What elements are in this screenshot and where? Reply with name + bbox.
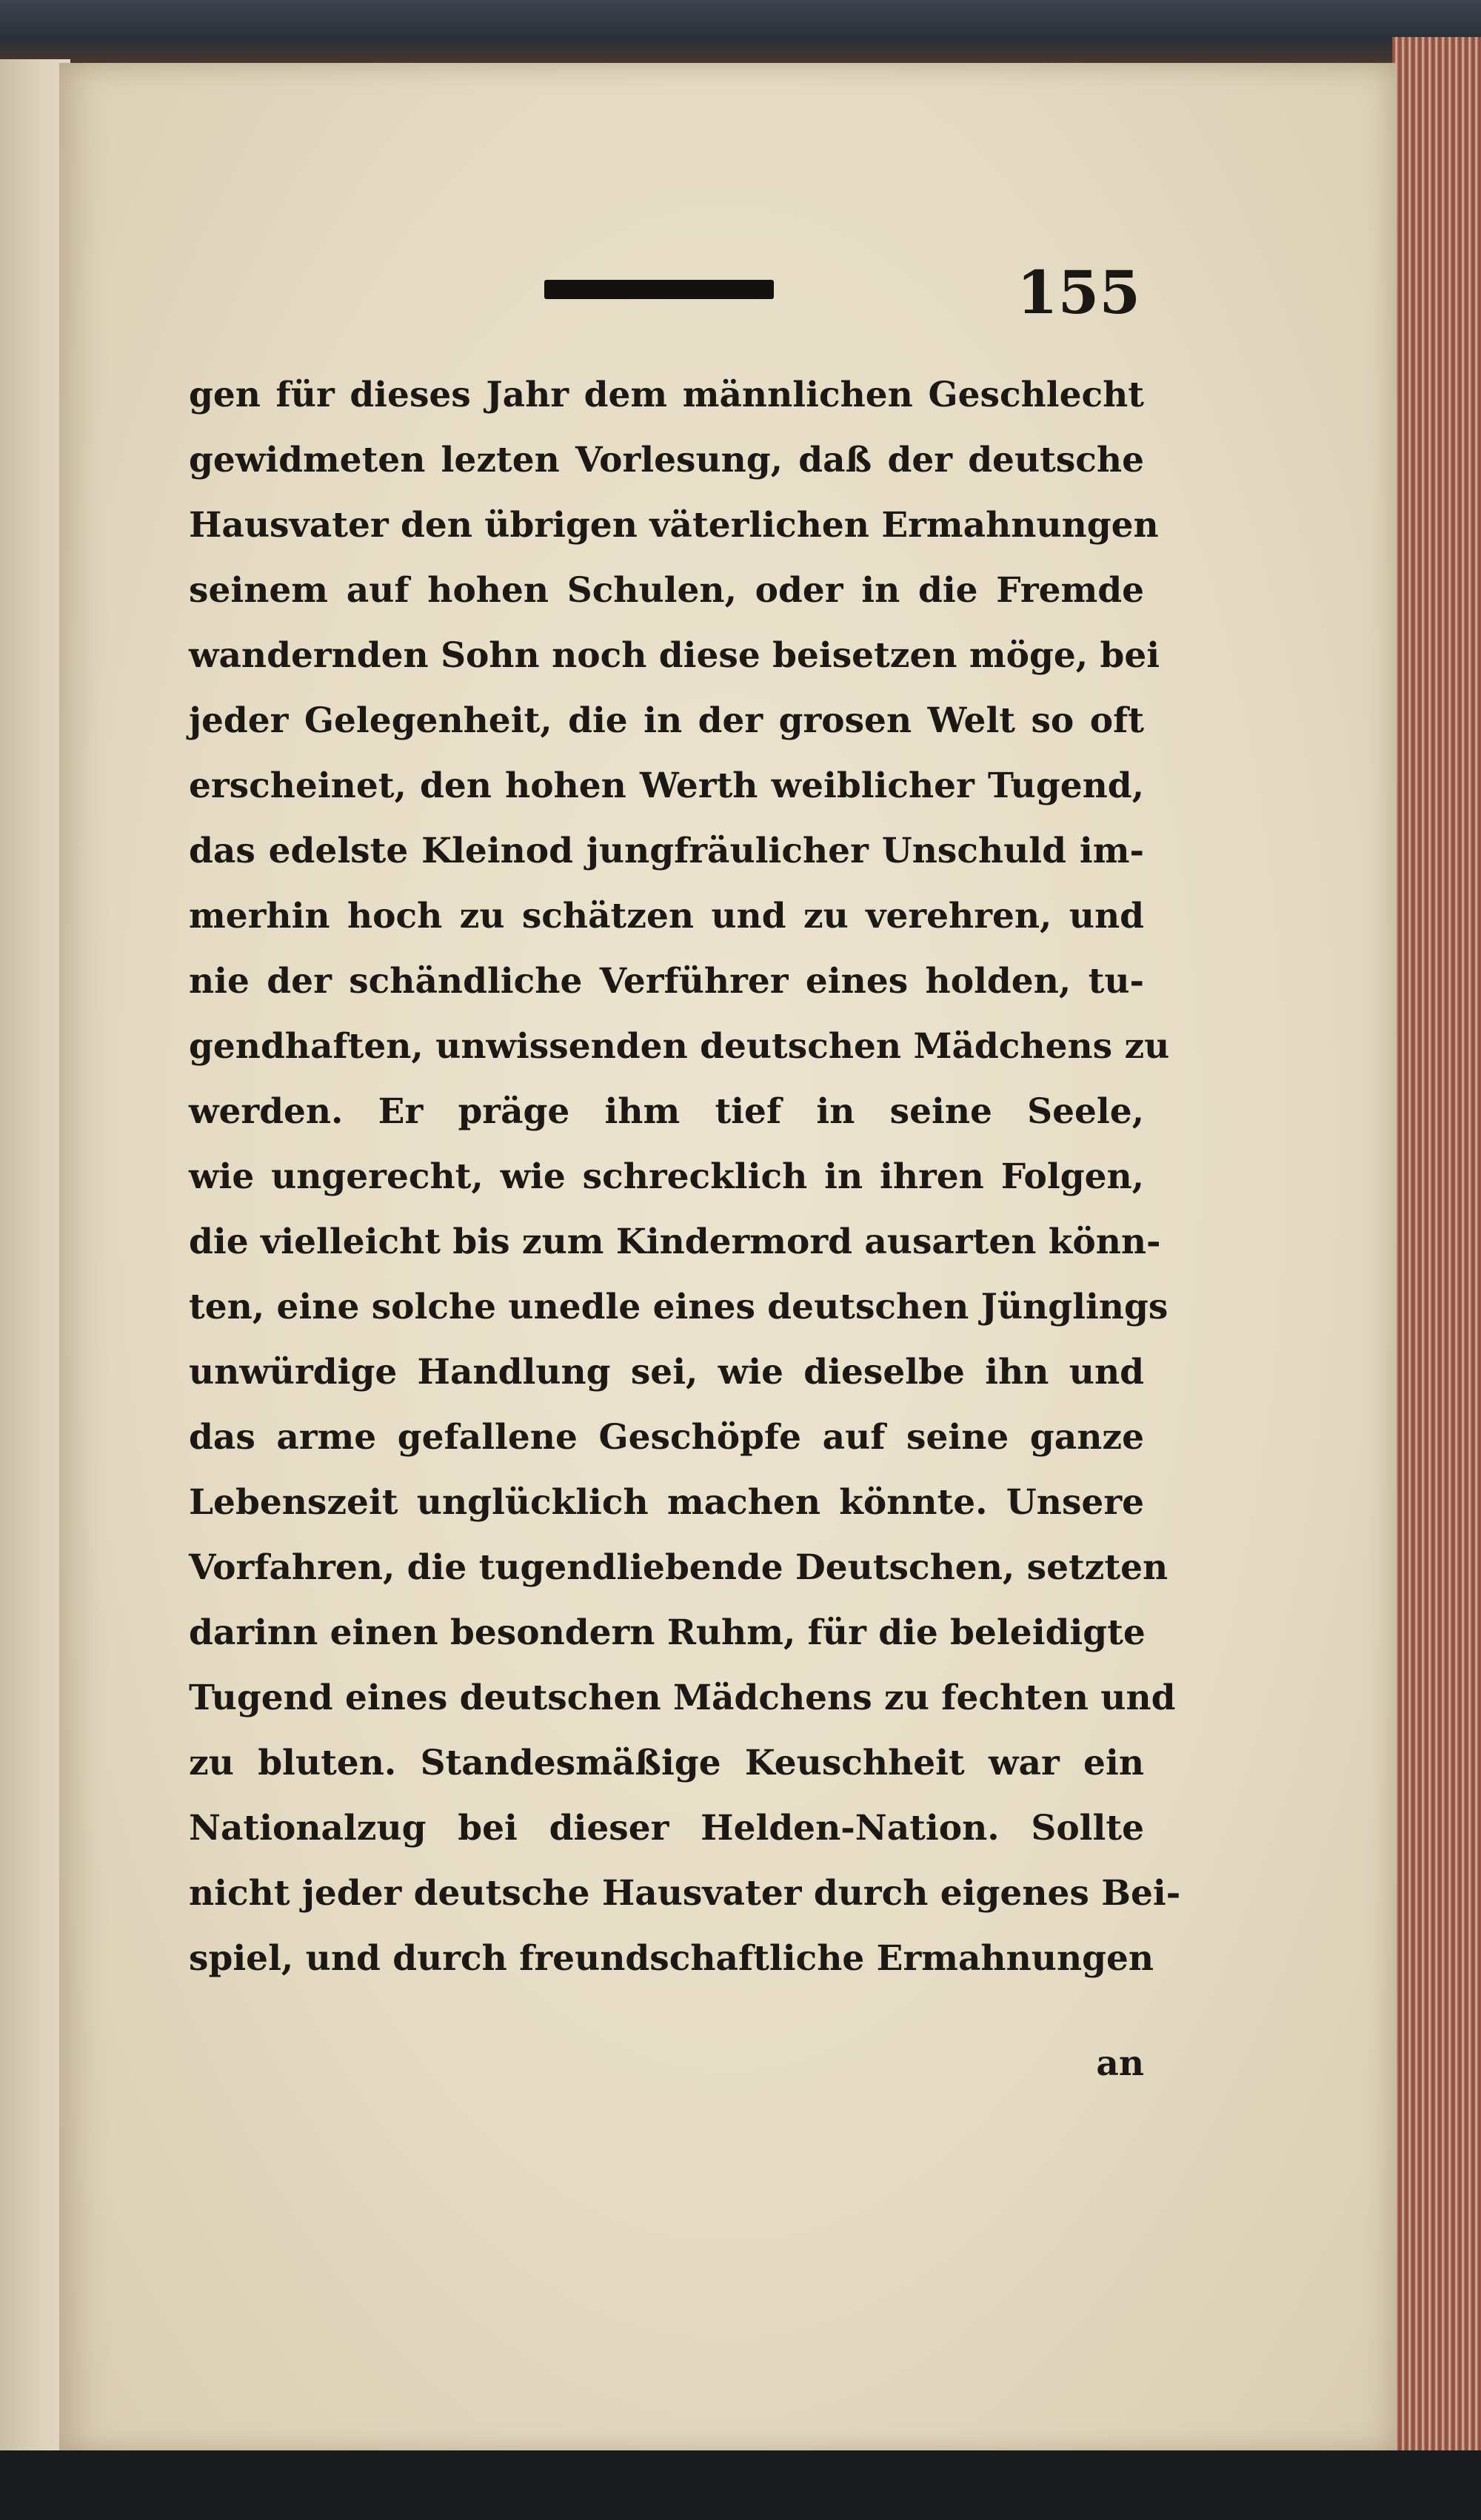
text-line: wie ungerecht, wie schrecklich in ihren Folgen, xyxy=(189,1156,1144,1197)
text-line: die vielleicht bis zum Kindermord ausarten könn- xyxy=(189,1222,1161,1262)
text-line: zu bluten. Standesmäßige Keuschheit war ein xyxy=(189,1743,1144,1783)
text-line: unwürdige Handlung sei, wie dieselbe ihn und xyxy=(189,1352,1144,1393)
text-line: werden. Er präge ihm tief in seine Seele, xyxy=(189,1091,1144,1132)
text-line: Hausvater den übrigen väterlichen Ermahnungen xyxy=(189,505,1159,546)
catchword: an xyxy=(1096,2043,1144,2084)
text-line: nicht jeder deutsche Hausvater durch eigenes Bei- xyxy=(189,1873,1181,1914)
text-line: erscheinet, den hohen Werth weiblicher Tugend, xyxy=(189,765,1144,806)
text-line: gendhaften, unwissenden deutschen Mädchens zu xyxy=(189,1026,1170,1067)
body-text xyxy=(189,363,1181,1991)
text-line: spiel, und durch freundschaftliche Ermahnungen xyxy=(189,1938,1154,1979)
page-block-edge xyxy=(1392,37,1481,2450)
text-line: seinem auf hohen Schulen, oder in die Fremde xyxy=(189,570,1144,611)
page-number: 155 xyxy=(1017,258,1140,327)
text-line: darinn einen besondern Ruhm, für die beleidigte xyxy=(189,1612,1146,1653)
text-line: wandernden Sohn noch diese beisetzen möge, bei xyxy=(189,635,1160,676)
text-line: das arme gefallene Geschöpfe auf seine ganze xyxy=(189,1417,1144,1458)
book-cover-top xyxy=(0,0,1481,67)
text-line: merhin hoch zu schätzen und zu verehren, und xyxy=(189,896,1144,936)
text-line: Nationalzug bei dieser Helden-Nation. Sollte xyxy=(189,1808,1144,1849)
text-line: Tugend eines deutschen Mädchens zu fechten und xyxy=(189,1678,1176,1718)
text-line: ten, eine solche unedle eines deutschen Jünglings xyxy=(189,1287,1169,1327)
text-line: nie der schändliche Verführer eines holden, tu- xyxy=(189,961,1144,1002)
scan-background-bottom xyxy=(0,2450,1481,2520)
text-line: Lebenszeit unglücklich machen könnte. Unsere xyxy=(189,1482,1144,1523)
text-line: Vorfahren, die tugendliebende Deutschen, setzten xyxy=(189,1547,1169,1588)
text-line: gen für dieses Jahr dem männlichen Geschlecht xyxy=(189,375,1144,415)
text-line: gewidmeten lezten Vorlesung, daß der deutsche xyxy=(189,440,1144,480)
header-rule xyxy=(544,280,774,299)
text-line: jeder Gelegenheit, die in der grosen Welt so oft xyxy=(189,700,1144,741)
text-line: das edelste Kleinod jungfräulicher Unschuld im- xyxy=(189,831,1144,871)
